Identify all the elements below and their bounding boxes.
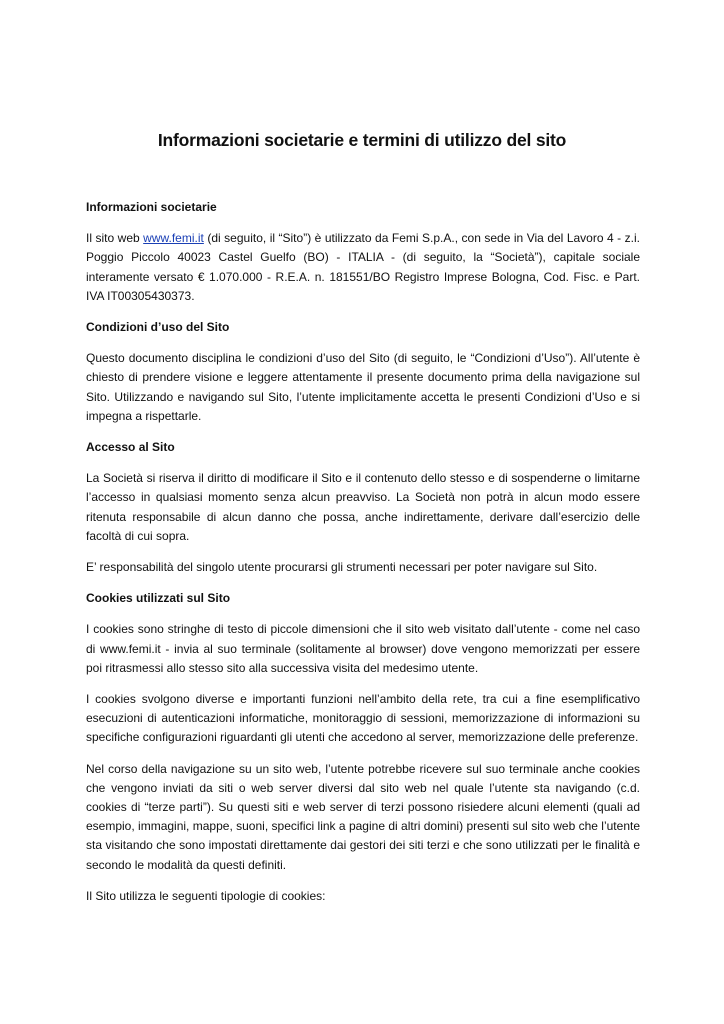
cookies-paragraph-4: Il Sito utilizza le seguenti tipologie di cookies:: [86, 888, 326, 903]
document-title: Informazioni societarie e termini di utilizzo del sito: [157, 130, 567, 150]
access-paragraph-1: La Società si riserva il diritto di modificare il Sito e il contenuto dello stesso e di sospenderne o limitarne l’accesso in qualsiasi momento senza alcun preavviso. La Società non potrà in alcun modo essere ritenuta responsabile di alcun danno che possa, anche indirettamente, derivare dall’esercizio delle facoltà di cui sopra.: [86, 471, 640, 543]
cookies-paragraph-3: Nel corso della navigazione su un sito web, l’utente potrebbe ricevere sul suo terminale anche cookies che vengono inviati da siti o web server diversi dal sito web nel quale l’utente sta navigando (c.d. cookies di “terze parti”). Su questi siti e web server di terzi possono risiedere alcuni elementi (quali ad esempio, immagini, mappe, suoni, specifici link a pagine di altri domini) presenti sul sito web che l’utente sta visitando che sono impostati direttamente dai gestori dei siti terzi e che sono utilizzati per le finalità e secondo le modalità da questi definiti.: [86, 761, 640, 872]
company-info-paragraph: [86, 229, 640, 306]
cookies-paragraph-2: I cookies svolgono diverse e importanti funzioni nell’ambito della rete, tra cui a fine esemplificativo esecuzioni di autenticazioni informatiche, monitoraggio di sessioni, memorizzazione di informazioni su specifiche configurazioni riguardanti gli utenti che accedono al server, memorizzazione delle preferenze.: [86, 692, 640, 745]
section-heading-company-info: Informazioni societarie: [86, 200, 217, 214]
femi-website-link[interactable]: www.femi.it: [143, 231, 204, 246]
company-info-text-start: Il sito web: [86, 231, 144, 246]
section-heading-access: Accesso al Sito: [86, 440, 175, 455]
section-heading-terms: Condizioni d’uso del Sito: [86, 320, 230, 335]
cookies-paragraph-1: I cookies sono stringhe di testo di piccole dimensioni che il sito web visitato dall’utente - come nel caso di www.femi.it - invia al suo terminale (solitamente al browser) dove vengono memorizzati per essere poi ritrasmessi allo stesso sito alla successiva visita del medesimo utente.: [86, 622, 640, 675]
section-heading-cookies: Cookies utilizzati sul Sito: [86, 591, 231, 606]
terms-paragraph: Questo documento disciplina le condizioni d’uso del Sito (di seguito, le “Condizioni d’Uso”). All’utente è chiesto di prendere visione e leggere attentamente il presente documento prima della navigazione sul Sito. Utilizzando e navigando sul Sito, l’utente implicitamente accetta le presenti Condizioni d’Uso e si impegna a rispettarle.: [86, 351, 640, 423]
company-info-text-end: (di seguito, il “Sito”) è utilizzato da Femi S.p.A., con sede in Via del Lavoro 4 - z.i. Poggio Piccolo 40023 Castel Guelfo (BO) - ITALIA - (di seguito, la “Società”), capitale sociale interamente versato € 1.070.000 - R.E.A. n. 181551/BO Registro Imprese Bologna, Cod. Fisc. e Part. IVA IT00305430373.: [86, 231, 640, 303]
access-paragraph-2: E’ responsabilità del singolo utente procurarsi gli strumenti necessari per poter navigare sul Sito.: [86, 560, 598, 575]
document-body: [86, 198, 640, 918]
